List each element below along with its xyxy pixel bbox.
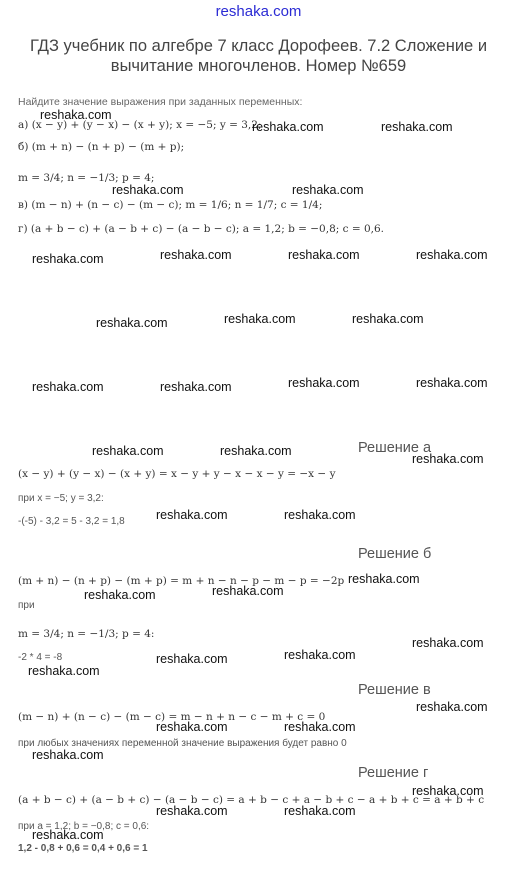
- solution-g-heading: Решение г: [358, 765, 429, 781]
- watermark: reshaka.com: [284, 648, 356, 662]
- watermark: reshaka.com: [32, 380, 104, 394]
- watermark: reshaka.com: [32, 828, 104, 842]
- task-intro: Найдите значение выражения при заданных переменных:: [18, 96, 303, 108]
- watermark: reshaka.com: [288, 248, 360, 262]
- watermark: reshaka.com: [220, 444, 292, 458]
- watermark: reshaka.com: [212, 584, 284, 598]
- watermark: reshaka.com: [32, 748, 104, 762]
- task-v: в) (m − n) + (n − c) − (m − c); m = 1/6; n = 1/7; c = 1/4;: [18, 199, 323, 211]
- watermark: reshaka.com: [292, 183, 364, 197]
- solution-v-line2: при любых значениях переменной значение выражения будет равно 0: [18, 738, 347, 749]
- watermark: reshaka.com: [288, 376, 360, 390]
- watermark: reshaka.com: [252, 120, 324, 134]
- watermark: reshaka.com: [381, 120, 453, 134]
- watermark: reshaka.com: [112, 183, 184, 197]
- solution-g-line1: (a + b − c) + (a − b + c) − (a − b − c) = a + b − c + a − b + c − a + b + c = a + b + c: [18, 794, 485, 806]
- watermark: reshaka.com: [40, 108, 112, 122]
- watermark: reshaka.com: [348, 572, 420, 586]
- watermark: reshaka.com: [416, 248, 488, 262]
- solution-b-line3: m = 3/4; n = −1/3; p = 4:: [18, 628, 155, 640]
- solution-b-line1: (m + n) − (n + p) − (m + p) = m + n − n − p − m − p = −2p: [18, 575, 345, 587]
- solution-b-line2: при: [18, 600, 35, 611]
- watermark: reshaka.com: [284, 720, 356, 734]
- task-b-values: m = 3/4; n = −1/3; p = 4;: [18, 172, 155, 184]
- task-b: б) (m + n) − (n + p) − (m + p);: [18, 141, 185, 153]
- watermark: reshaka.com: [92, 444, 164, 458]
- watermark: reshaka.com: [28, 664, 100, 678]
- solution-g-line2: при a = 1,2; b = −0,8; c = 0,6:: [18, 821, 150, 832]
- page-title: ГДЗ учебник по алгебре 7 класс Дорофеев. 7.2 Сложение и вычитание многочленов. Номер №659: [29, 37, 488, 75]
- watermark: reshaka.com: [32, 252, 104, 266]
- solution-b-heading: Решение б: [358, 546, 432, 562]
- watermark: reshaka.com: [412, 636, 484, 650]
- watermark: reshaka.com: [160, 248, 232, 262]
- watermark: reshaka.com: [160, 380, 232, 394]
- solution-a-line3: -(-5) - 3,2 = 5 - 3,2 = 1,8: [18, 516, 125, 527]
- watermark: reshaka.com: [156, 508, 228, 522]
- watermark: reshaka.com: [156, 804, 228, 818]
- watermark: reshaka.com: [224, 312, 296, 326]
- watermark: reshaka.com: [416, 376, 488, 390]
- task-g: г) (a + b − c) + (a − b + c) − (a − b − c); a = 1,2; b = −0,8; c = 0,6.: [18, 223, 385, 235]
- watermark: reshaka.com: [412, 784, 484, 798]
- site-link[interactable]: reshaka.com: [215, 3, 302, 20]
- task-a: а) (x − y) + (y − x) − (x + y); x = −5; y = 3,2;: [18, 119, 262, 131]
- watermark: reshaka.com: [284, 508, 356, 522]
- watermark: reshaka.com: [156, 652, 228, 666]
- solution-a-line1: (x − y) + (y − x) − (x + y) = x − y + y − x − x − y = −x − y: [18, 468, 336, 480]
- watermark: reshaka.com: [416, 700, 488, 714]
- watermark: reshaka.com: [352, 312, 424, 326]
- watermark: reshaka.com: [412, 452, 484, 466]
- solution-b-line4: -2 * 4 = -8: [18, 652, 63, 663]
- solution-v-line1: (m − n) + (n − c) − (m − c) = m − n + n − c − m + c = 0: [18, 711, 326, 723]
- solution-a-line2: при x = −5; y = 3,2:: [18, 493, 104, 504]
- solution-a-heading: Решение а: [358, 440, 432, 456]
- watermark: reshaka.com: [156, 720, 228, 734]
- watermark: reshaka.com: [284, 804, 356, 818]
- watermark: reshaka.com: [96, 316, 168, 330]
- watermark: reshaka.com: [84, 588, 156, 602]
- solution-g-line3: 1,2 - 0,8 + 0,6 = 0,4 + 0,6 = 1: [18, 843, 148, 854]
- solution-v-heading: Решение в: [358, 682, 431, 698]
